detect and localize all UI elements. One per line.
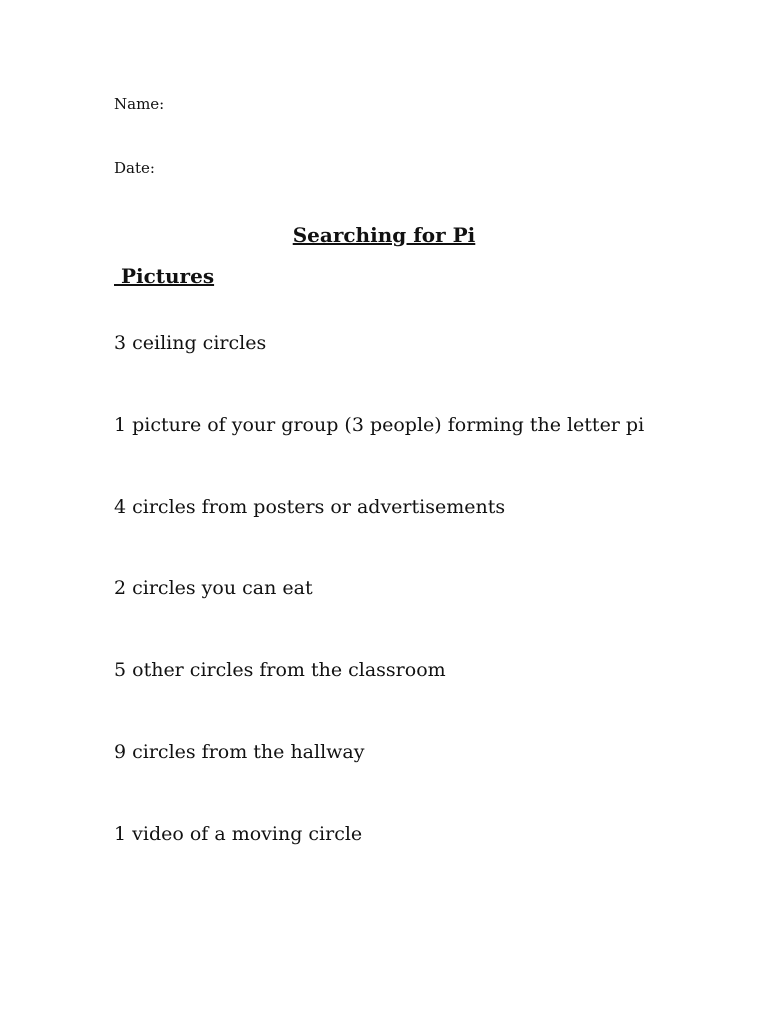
list-item: 5 other circles from the classroom <box>114 659 446 682</box>
pictures-checklist <box>114 330 644 903</box>
list-item: 9 circles from the hallway <box>114 740 365 763</box>
name-label: Name: <box>114 95 165 113</box>
list-item: 3 ceiling circles <box>114 332 267 354</box>
list-item: 2 circles you can eat <box>114 577 313 600</box>
date-label: Date: <box>114 159 155 177</box>
list-item: 1 video of a moving circle <box>114 822 363 845</box>
list-item: 4 circles from posters or advertisements <box>114 495 506 518</box>
page-title: Searching for Pi <box>292 223 476 247</box>
list-item: 1 picture of your group (3 people) forming the letter pi <box>114 413 645 436</box>
section-heading-pictures: Pictures <box>114 264 215 288</box>
